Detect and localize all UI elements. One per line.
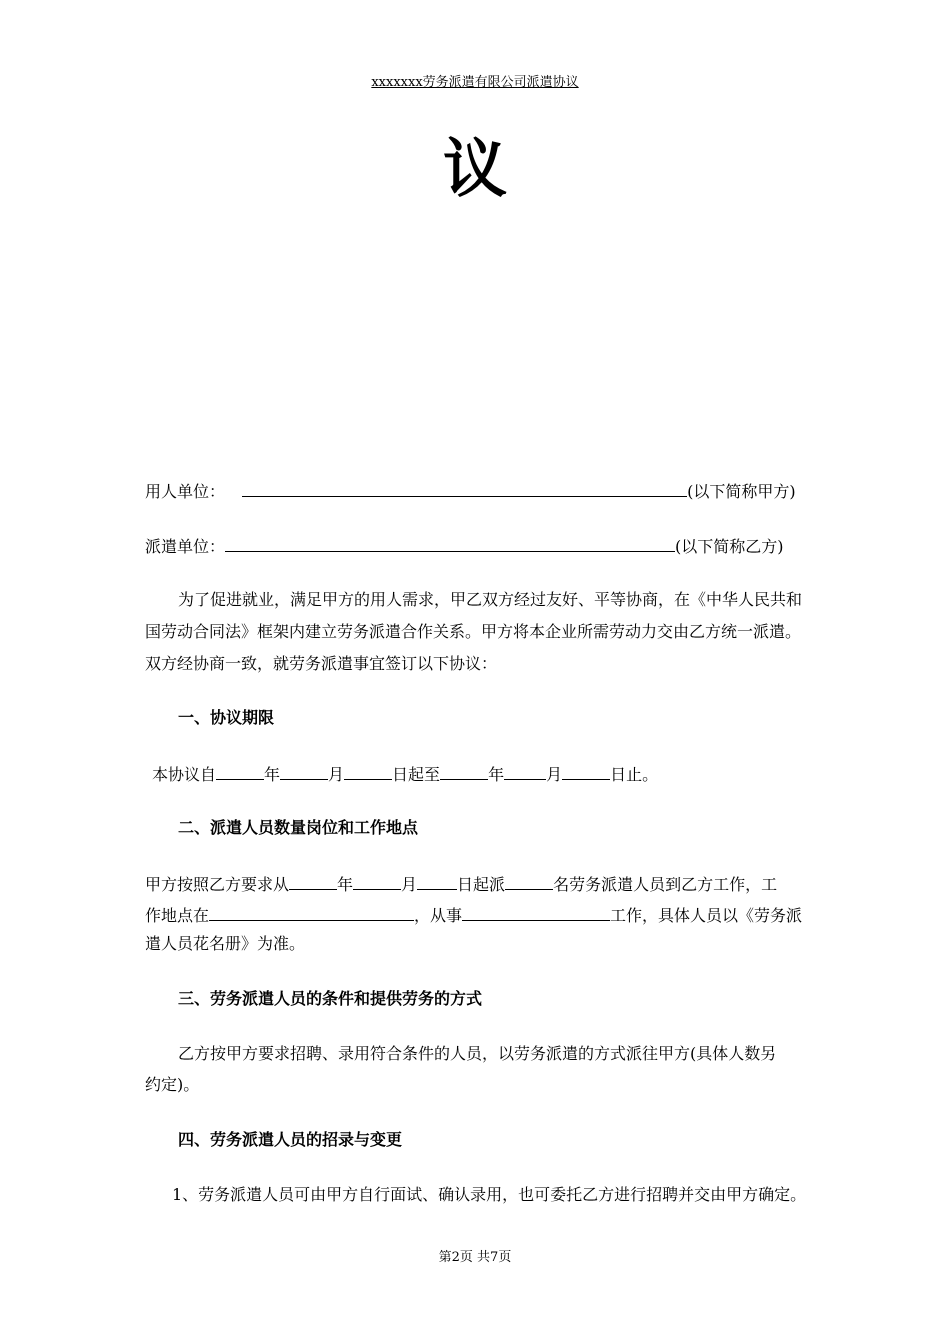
title-fragment: 议	[443, 132, 507, 207]
page-number: 第2页 共7页	[438, 1250, 512, 1265]
blank[interactable]	[440, 763, 488, 780]
text: 年	[264, 765, 281, 784]
blank[interactable]	[353, 873, 401, 890]
blank[interactable]	[289, 873, 337, 890]
text: 名劳务派遣人员到乙方工作，工	[553, 875, 778, 894]
blank[interactable]	[562, 763, 610, 780]
text: 月	[328, 765, 345, 784]
text: 月	[401, 875, 418, 894]
text: 工作，具体人员以《劳务派	[610, 906, 803, 925]
text: 年	[337, 875, 354, 894]
intro-line: 双方经协商一致，就劳务派遣事宜签订以下协议：	[145, 654, 498, 673]
s3-line: 乙方按甲方要求招聘、录用符合条件的人员，以劳务派遣的方式派往甲方(具体人数另	[178, 1044, 777, 1063]
blank[interactable]	[505, 873, 553, 890]
employer-field	[145, 480, 796, 502]
s2-line	[145, 873, 777, 895]
dispatcher-blank[interactable]	[225, 535, 675, 552]
page-header: xxxxxxx劳务派遣有限公司派遣协议	[371, 75, 579, 90]
section-heading: 四、劳务派遣人员的招录与变更	[178, 1130, 403, 1149]
blank[interactable]	[280, 763, 328, 780]
term-line	[152, 763, 658, 785]
section-heading: 三、劳务派遣人员的条件和提供劳务的方式	[178, 989, 483, 1008]
text: 日起至	[392, 765, 441, 784]
blank[interactable]	[216, 763, 264, 780]
section-heading: 二、派遣人员数量岗位和工作地点	[178, 818, 419, 837]
section-heading: 一、协议期限	[178, 708, 275, 727]
text: 本协议自	[152, 765, 217, 784]
intro-line: 为了促进就业，满足甲方的用人需求，甲乙双方经过友好、平等协商，在《中华人民共和	[178, 590, 803, 609]
blank[interactable]	[504, 763, 546, 780]
text: 年	[488, 765, 505, 784]
text: 甲方按照乙方要求从	[145, 875, 290, 894]
dispatcher-field	[145, 535, 784, 557]
job-blank[interactable]	[462, 904, 610, 921]
blank[interactable]	[417, 873, 457, 890]
intro-line: 国劳动合同法》框架内建立劳务派遣合作关系。甲方将本企业所需劳动力交由乙方统一派遣。	[145, 622, 802, 641]
field-label: 派遣单位：	[145, 537, 226, 556]
text: 日起派	[457, 875, 506, 894]
text: 月	[546, 765, 563, 784]
employer-blank[interactable]	[242, 480, 687, 497]
blank[interactable]	[344, 763, 392, 780]
s3-line: 约定)。	[145, 1075, 200, 1094]
field-suffix: (以下简称甲方)	[687, 482, 796, 501]
work-location-blank[interactable]	[209, 904, 414, 921]
field-suffix: (以下简称乙方)	[675, 537, 784, 556]
s4-line: 1、劳务派遣人员可由甲方自行面试、确认录用，也可委托乙方进行招聘并交由甲方确定。	[172, 1185, 807, 1204]
s2-line: 遣人员花名册》为准。	[145, 934, 306, 953]
text: ，从事	[414, 906, 463, 925]
s2-line	[145, 904, 802, 926]
text: 日止。	[610, 765, 659, 784]
text: 作地点在	[145, 906, 210, 925]
field-label: 用人单位：	[145, 482, 226, 501]
